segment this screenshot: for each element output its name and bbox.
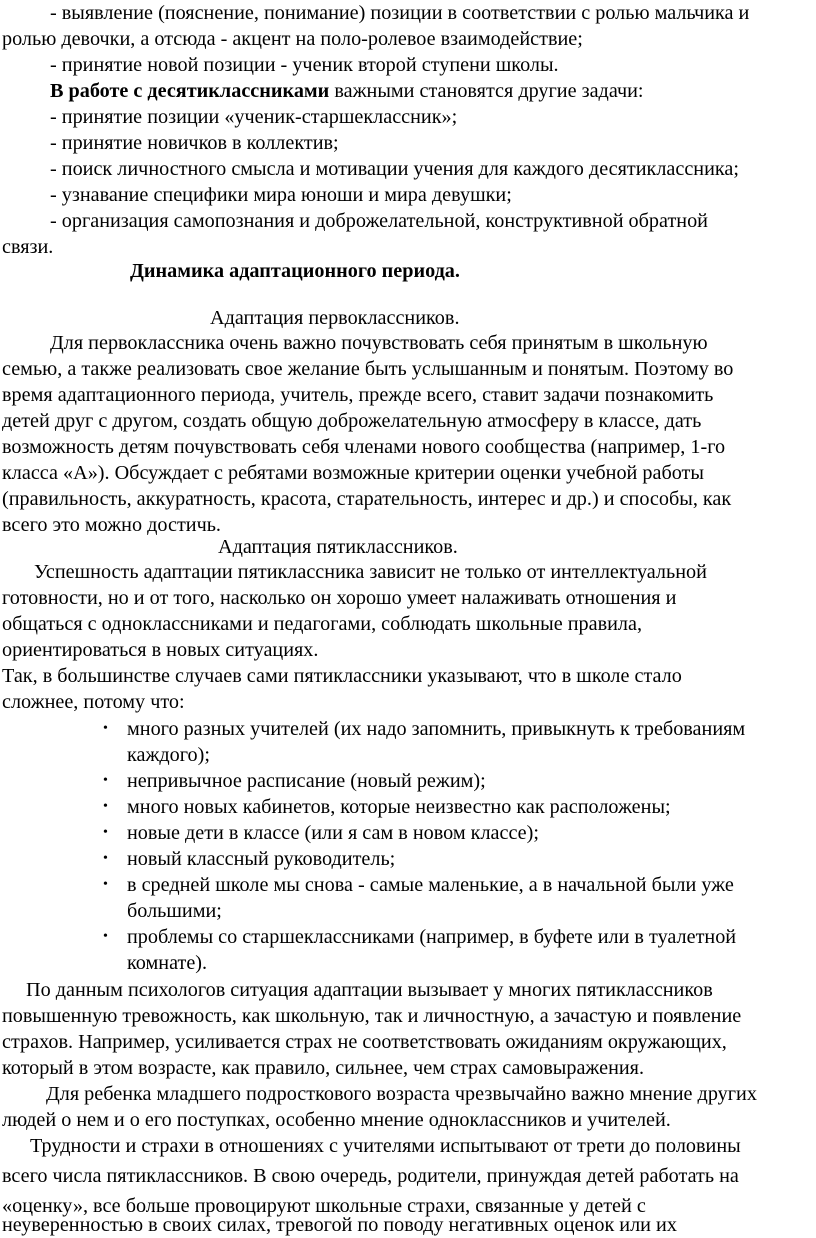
text-line: время адаптационного периода, учитель, прежде всего, ставит задачи познакомить <box>2 384 714 406</box>
section-heading: Динамика адаптационного периода. <box>130 260 460 282</box>
text-line: - организация самопознания и доброжелательной, конструктивной обратной <box>50 210 708 232</box>
list-item-text: непривычное расписание (новый режим); <box>127 770 486 792</box>
bullet-icon: • <box>103 825 108 840</box>
list-item-text: в средней школе мы снова - самые маленькие, а в начальной были уже <box>127 874 734 896</box>
text-line: Для первоклассника очень важно почувствовать себя принятым в школьную <box>50 332 708 354</box>
text-line: ориентироваться в новых ситуациях. <box>2 639 319 661</box>
text-run: важными становятся другие задачи: <box>329 80 644 102</box>
text-line: ролью девочки, а отсюда - акцент на поло-ролевое взаимодействие; <box>2 28 583 50</box>
text-line: общаться с одноклассниками и педагогами, соблюдать школьные правила, <box>2 613 642 635</box>
bullet-icon: • <box>103 851 108 866</box>
text-line: - выявление (пояснение, понимание) позиции в соответствии с ролью мальчика и <box>50 2 750 24</box>
text-line: семью, а также реализовать свое желание быть услышанным и понятым. Поэтому во <box>2 358 734 380</box>
text-line: - узнавание специфики мира юноши и мира девушки; <box>50 184 512 206</box>
text-line: который в этом возрасте, как правило, сильнее, чем страх самовыражения. <box>2 1057 645 1079</box>
text-line: - принятие новичков в коллектив; <box>50 132 339 154</box>
list-item-text: новые дети в классе (или я сам в новом классе); <box>127 822 539 844</box>
text-line: «оценку», все больше провоцируют школьные страхи, связанные у детей с <box>2 1195 646 1217</box>
text-line: - принятие новой позиции - ученик второй ступени школы. <box>50 54 559 76</box>
text-line: возможность детям почувствовать себя членами нового сообщества (например, 1-го <box>2 436 726 458</box>
text-line: всего числа пятиклассников. В свою очередь, родители, принуждая детей работать на <box>2 1165 739 1187</box>
text-line: По данным психологов ситуация адаптации вызывает у многих пятиклассников <box>26 979 713 1001</box>
text-line: неуверенностью в своих силах, тревогой по поводу негативных оценок или их <box>2 1214 677 1236</box>
text-line: класса «А»). Обсуждает с ребятами возможные критерии оценки учебной работы <box>2 462 704 484</box>
text-line: сложнее, потому что: <box>2 691 185 713</box>
text-line: Так, в большинстве случаев сами пятиклассники указывают, что в школе стало <box>2 665 682 687</box>
text-line <box>50 78 644 104</box>
bullet-icon: • <box>103 929 108 944</box>
list-item-text: много разных учителей (их надо запомнить, привыкнуть к требованиям <box>127 718 746 740</box>
text-line: Для ребенка младшего подросткового возраста чрезвычайно важно мнение других <box>46 1083 757 1105</box>
text-line: повышенную тревожность, как школьную, так и личностную, а зачастую и появление <box>2 1005 742 1027</box>
text-line: людей о нем и о его поступках, особенно мнение одноклассников и учителей. <box>2 1109 671 1131</box>
bullet-icon: • <box>103 877 108 892</box>
text-line: Трудности и страхи в отношениях с учителями испытывают от трети до половины <box>30 1135 741 1157</box>
text-line: всего это можно достичь. <box>2 514 221 536</box>
subsection-heading: Адаптация пятиклассников. <box>218 536 458 558</box>
list-item-text: проблемы со старшеклассниками (например, в буфете или в туалетной <box>127 926 737 948</box>
list-item-text: каждого); <box>127 744 210 766</box>
list-item-text: новый классный руководитель; <box>127 848 396 870</box>
list-item-text: много новых кабинетов, которые неизвестно как расположены; <box>127 796 671 818</box>
bullet-icon: • <box>103 799 108 814</box>
list-item-text: большими; <box>127 900 222 922</box>
text-line: - поиск личностного смысла и мотивации учения для каждого десятиклассника; <box>50 158 739 180</box>
text-line: Успешность адаптации пятиклассника зависит не только от интеллектуальной <box>34 561 707 583</box>
text-line: детей друг с другом, создать общую доброжелательную атмосферу в классе, дать <box>2 410 702 432</box>
subsection-heading: Адаптация первоклассников. <box>210 307 460 329</box>
bullet-icon: • <box>103 773 108 788</box>
bold-lead-in: В работе с десятиклассниками <box>50 80 330 102</box>
list-item-text: комнате). <box>127 952 208 974</box>
text-line: страхов. Например, усиливается страх не соответствовать ожиданиям окружающих, <box>2 1031 727 1053</box>
text-line: связи. <box>2 236 54 258</box>
text-line: готовности, но и от того, насколько он хорошо умеет налаживать отношения и <box>2 587 677 609</box>
text-line: (правильность, аккуратность, красота, старательность, интерес и др.) и способы, как <box>2 488 732 510</box>
bullet-icon: • <box>103 721 108 736</box>
text-line: - принятие позиции «ученик-старшеклассник»; <box>50 106 458 128</box>
